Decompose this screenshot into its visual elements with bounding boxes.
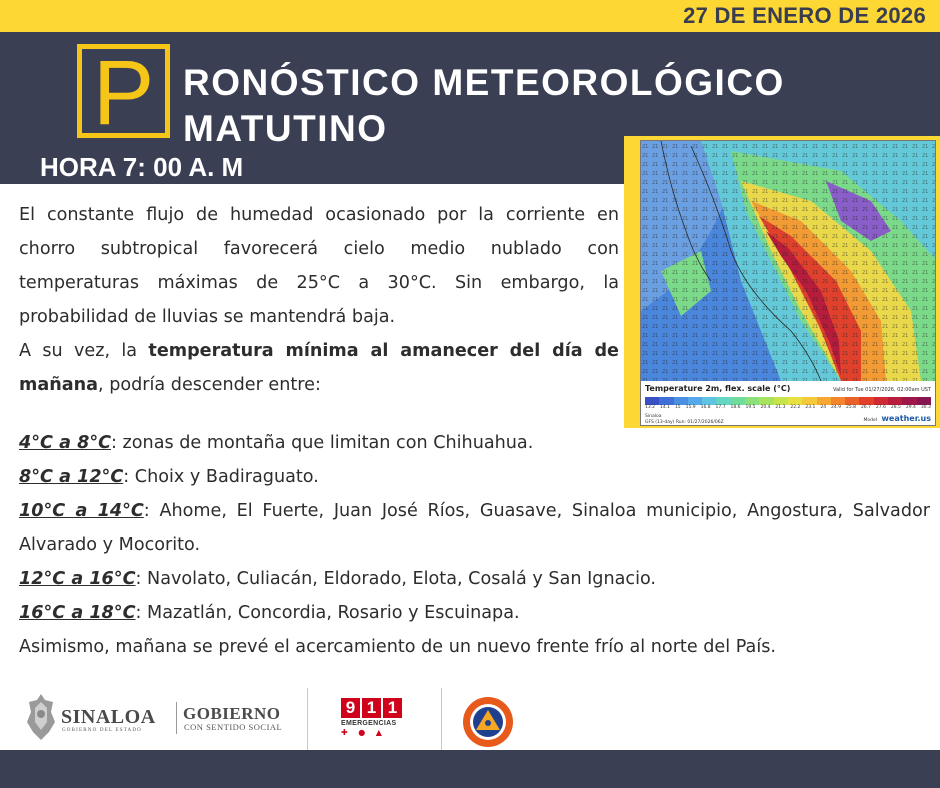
logo-divider	[176, 702, 177, 734]
scale-tick-label: 17.7	[715, 405, 726, 410]
scale-swatch	[917, 397, 931, 405]
range-item-5	[19, 596, 930, 630]
emergency-services-icon: ✚ ● ▲	[341, 728, 386, 737]
scale-swatch	[859, 397, 873, 405]
scale-tick-label: 26.7	[860, 405, 871, 410]
scale-swatch	[759, 397, 773, 405]
title-line-2: MATUTINO	[183, 108, 388, 149]
title-initial-box	[77, 42, 170, 144]
range-value: 8°C a 12°C	[19, 467, 124, 487]
scale-swatch	[902, 397, 916, 405]
sinaloa-logo-text: SINALOA	[61, 706, 156, 728]
para2-prefix: A su vez, la	[19, 341, 149, 361]
range-item-1	[19, 426, 930, 460]
scale-swatch	[817, 397, 831, 405]
scale-swatch	[688, 397, 702, 405]
scale-tick-label: 25.8	[845, 405, 856, 410]
range-value: 16°C a 18°C	[19, 603, 136, 623]
map-source	[645, 414, 724, 425]
range-zones: : Choix y Badiraguato.	[123, 467, 319, 487]
scale-tick-label: 18.6	[730, 405, 741, 410]
scale-swatch	[659, 397, 673, 405]
footer-logos	[0, 688, 940, 750]
scale-swatch	[802, 397, 816, 405]
gobierno-logo-subtitle: CON SENTIDO SOCIAL	[184, 722, 283, 732]
scale-tick-label: 29.4	[905, 405, 916, 410]
scale-swatch	[874, 397, 888, 405]
map-color-scale	[645, 397, 931, 405]
range-zones: : Mazatlán, Concordia, Rosario y Escuinapa.	[135, 603, 520, 623]
scale-tick-label: 16.8	[700, 405, 711, 410]
scale-swatch	[845, 397, 859, 405]
scale-swatch	[888, 397, 902, 405]
map-source-name: Sinaloa	[645, 414, 662, 419]
scale-swatch	[645, 397, 659, 405]
title-line-1: RONÓSTICO METEOROLÓGICO	[183, 62, 785, 103]
scale-swatch	[674, 397, 688, 405]
scale-tick-label: 20.4	[760, 405, 771, 410]
e911-digit: 9	[341, 698, 360, 718]
emergencias-911-logo	[341, 698, 405, 744]
scale-tick-label: 22.2	[790, 405, 801, 410]
range-item-3	[19, 494, 930, 562]
scale-swatch	[774, 397, 788, 405]
map-valid-time: Valid for Tue 01/27/2026, 02:00am UST	[832, 387, 931, 393]
top-date-bar	[0, 0, 940, 32]
sinaloa-logo-subtitle: GOBIERNO DEL ESTADO	[62, 728, 142, 733]
scale-tick-label: 14.1	[659, 405, 670, 410]
scale-tick-label: 30.3	[920, 405, 931, 410]
para2-suffix: , podría descender entre:	[98, 375, 321, 395]
scale-tick-label: 28.5	[890, 405, 901, 410]
map-brand: weather.us	[881, 414, 931, 423]
bottom-bar	[0, 750, 940, 788]
scale-tick-label: 13.2	[645, 405, 656, 410]
range-item-4	[19, 562, 930, 596]
range-zones: : Ahome, El Fuerte, Juan José Ríos, Guasave, Sinaloa municipio, Angostura, Salvador Alvarado y Mocorito.	[19, 501, 930, 555]
sinaloa-seal-icon	[25, 692, 57, 742]
map-model-label: Model	[863, 418, 877, 423]
scale-tick-label: 24.9	[831, 405, 842, 410]
scale-tick-label: 24	[820, 405, 827, 410]
title-initial: P	[92, 42, 155, 144]
scale-swatch	[745, 397, 759, 405]
report-hour: HORA 7: 00 A. M	[40, 152, 244, 182]
proteccion-civil-logo-icon	[462, 696, 514, 748]
temperature-map	[640, 140, 936, 426]
forecast-paragraph-1: El constante flujo de humedad ocasionado por la corriente en chorro subtropical favorecerá cielo medio nublado con temperaturas máximas de 25°C a 30°C. Sin embargo, la probabilidad de lluvias se mantendrá baja.	[19, 205, 619, 327]
scale-swatch	[788, 397, 802, 405]
closing-paragraph: Asimismo, mañana se prevé el acercamiento de un nuevo frente frío al norte del País.	[19, 637, 776, 657]
gobierno-logo-text: GOBIERNO	[183, 704, 281, 723]
e911-digit: 1	[383, 698, 402, 718]
scale-tick-label: 21.3	[775, 405, 786, 410]
report-date: 27 DE ENERO DE 2026	[683, 3, 926, 28]
scale-tick-label: 19.5	[745, 405, 756, 410]
scale-swatch	[716, 397, 730, 405]
map-legend-title: Temperature 2m, flex. scale (°C)	[645, 384, 791, 393]
scale-swatch	[831, 397, 845, 405]
scale-tick-label: 27.6	[875, 405, 886, 410]
scale-tick-label: 15	[674, 405, 681, 410]
scale-tick-label: 15.9	[685, 405, 696, 410]
e911-digit: 1	[362, 698, 381, 718]
para2-bold: temperatura mínima al amanecer del día de mañana	[19, 341, 619, 395]
logo-divider	[307, 688, 308, 750]
range-value: 12°C a 16°C	[19, 569, 136, 589]
range-item-2	[19, 460, 930, 494]
range-zones: : zonas de montaña que limitan con Chihuahua.	[111, 433, 534, 453]
range-value: 10°C a 14°C	[19, 501, 144, 521]
range-value: 4°C a 8°C	[19, 433, 112, 453]
map-run-info: GFS (13-day) Run: 01/27/2026/06Z	[645, 419, 724, 425]
temperature-map-image	[641, 141, 936, 381]
scale-swatch	[702, 397, 716, 405]
logo-divider	[441, 688, 442, 750]
forecast-paragraph-2	[19, 334, 619, 402]
scale-tick-label: 23.1	[805, 405, 816, 410]
e911-label: EMERGENCIAS	[341, 720, 397, 727]
scale-swatch	[731, 397, 745, 405]
range-zones: : Navolato, Culiacán, Eldorado, Elota, Cosalá y San Ignacio.	[135, 569, 657, 589]
map-scale-ticks	[645, 405, 931, 410]
forecast-intro	[19, 198, 619, 402]
